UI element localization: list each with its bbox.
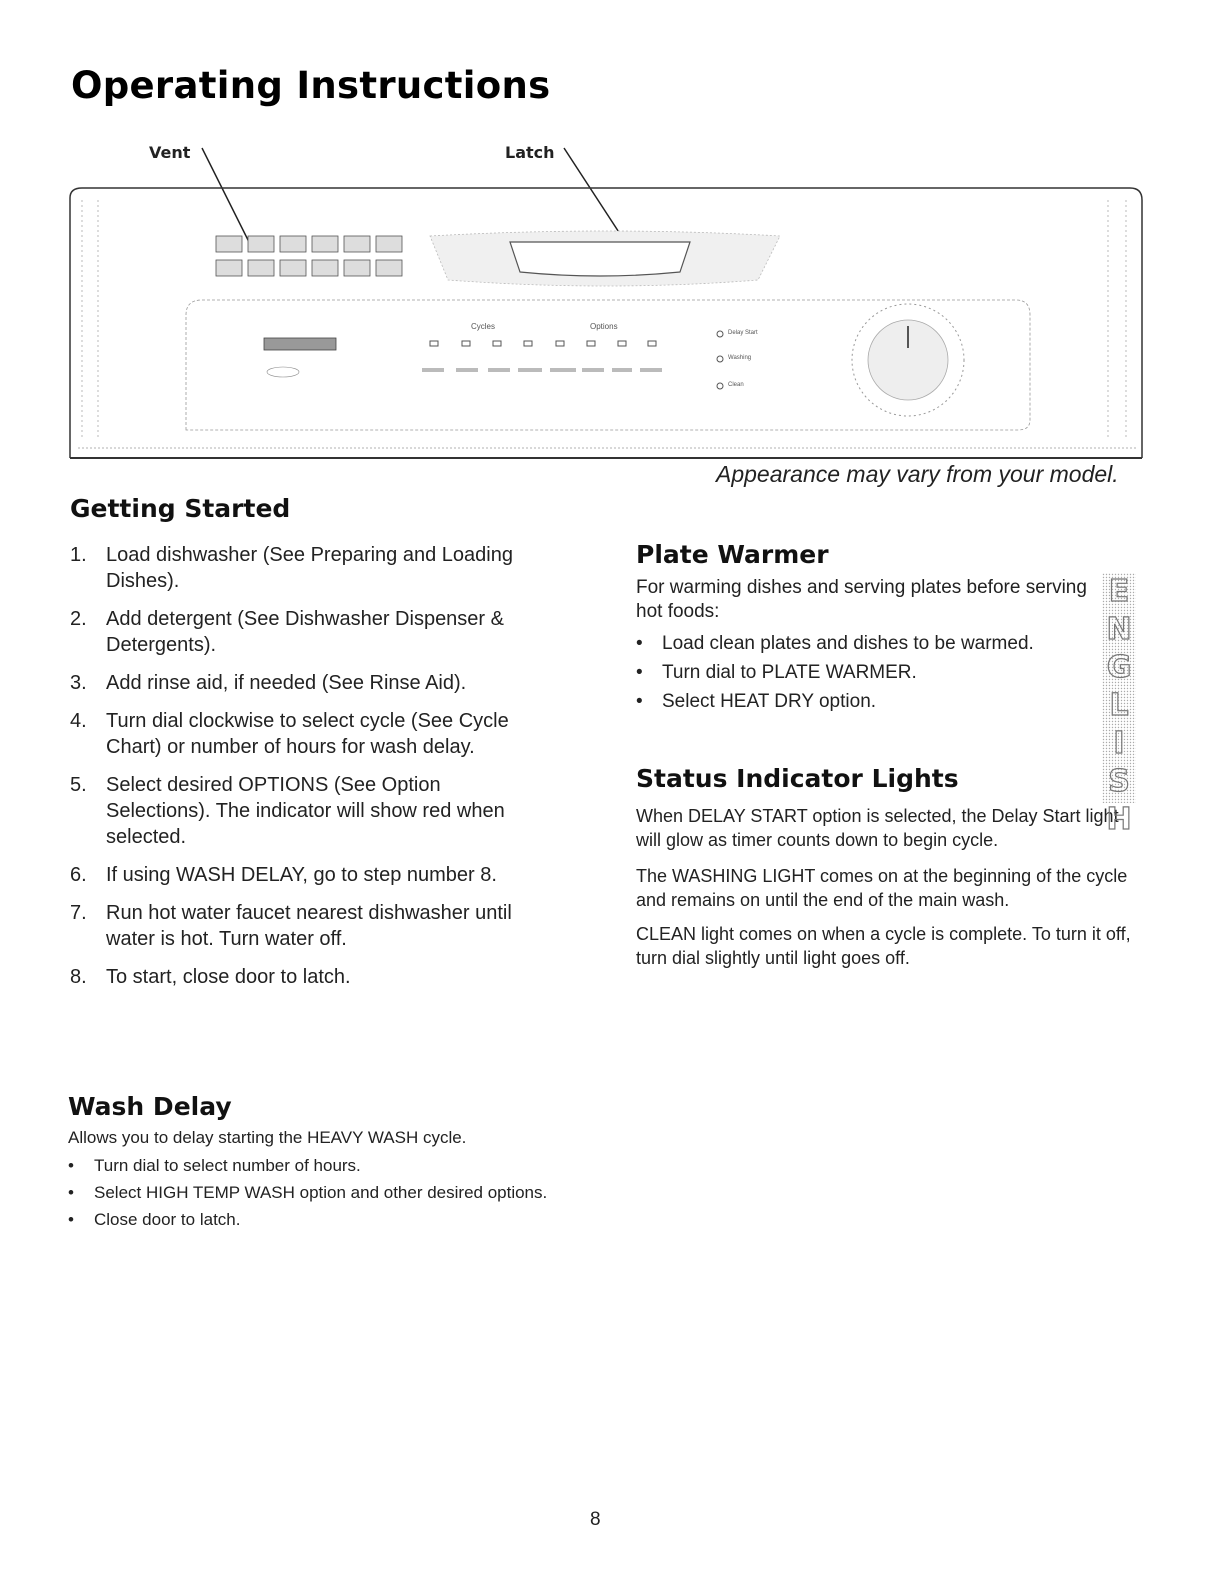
plate-warmer-heading: Plate Warmer [636,540,829,569]
bullet-text: Turn dial to select number of hours. [94,1156,361,1175]
bullet-text: Turn dial to PLATE WARMER. [662,662,917,683]
vent-callout-label: Vent [149,143,191,162]
bullet-text: Load clean plates and dishes to be warmed. [662,633,1034,654]
language-side-tab [1102,573,1136,837]
control-panel-drawing [68,140,1144,465]
list-item [636,658,1106,687]
status-indicator-heading: Status Indicator Lights [636,764,959,793]
list-item [70,964,540,990]
cycle-dial [852,304,964,416]
step-number: 8. [70,966,87,988]
bullet-marker: • [636,633,643,654]
bullet-text: Close door to latch. [94,1210,241,1229]
getting-started-heading: Getting Started [70,494,291,523]
bullet-marker: • [68,1183,74,1202]
list-item [70,606,540,658]
getting-started-steps [70,542,540,1002]
step-number: 2. [70,608,87,630]
plate-warmer-intro: For warming dishes and serving plates before serving hot foods: [636,577,1087,622]
brand-plate [264,338,336,350]
step-text: Run hot water faucet nearest dishwasher until water is hot. Turn water off. [106,902,512,950]
bullet-marker: • [68,1210,74,1229]
side-tab-text [1102,573,1136,839]
wash-delay-intro: Allows you to delay starting the HEAVY WASH cycle. [68,1128,467,1147]
side-tab-letter: I [1113,726,1125,761]
step-number: 4. [70,710,87,732]
options-label: Options [590,322,618,331]
step-text: Add rinse aid, if needed (See Rinse Aid). [106,672,467,694]
step-text: If using WASH DELAY, go to step number 8. [106,864,497,886]
page-title: Operating Instructions [71,64,551,107]
wash-delay-heading: Wash Delay [68,1092,232,1121]
logo-mark [267,367,299,377]
bullet-text: Select HIGH TEMP WASH option and other desired options. [94,1183,548,1202]
option-labels [422,368,662,372]
side-tab-letter: N [1106,612,1132,647]
control-panel-illustration [68,140,1144,465]
bullet-marker: • [636,691,643,712]
step-text: Turn dial clockwise to select cycle (See Cycle Chart) or number of hours for wash delay. [106,710,509,758]
side-tab-letter: S [1108,764,1130,799]
status-paragraph: CLEAN light comes on when a cycle is complete. To turn it off, turn dial slightly until light goes off. [636,924,1131,968]
side-tab-letter: L [1109,688,1129,723]
list-item [70,900,540,952]
delay-start-light-label: Delay Start [728,330,758,336]
option-buttons [430,341,656,346]
page-number: 8 [590,1509,601,1530]
cycles-label: Cycles [471,322,496,331]
step-number: 6. [70,864,87,886]
step-number: 7. [70,902,87,924]
list-item [70,708,540,760]
bullet-marker: • [636,662,643,683]
washing-light-label: Washing [728,355,752,361]
side-tab-letter: E [1108,574,1130,609]
step-text: Add detergent (See Dishwasher Dispenser & Detergents). [106,608,504,656]
side-tab-letter: H [1106,802,1132,837]
clean-light-label: Clean [728,382,744,388]
list-item [70,542,540,594]
list-item [636,629,1106,658]
list-item [70,862,540,888]
step-number: 5. [70,774,87,796]
vent-grille [216,236,402,276]
bullet-text: Select HEAT DRY option. [662,691,877,712]
step-text: Load dishwasher (See Preparing and Loading Dishes). [106,544,513,592]
figure-caption: Appearance may vary from your model. [716,461,1119,487]
wash-delay-list [68,1154,568,1235]
list-item [70,772,540,850]
bullet-marker: • [68,1156,74,1175]
step-number: 3. [70,672,87,694]
list-item [68,1181,568,1204]
status-paragraph: When DELAY START option is selected, the Delay Start light will glow as timer counts down to begin cycle. [636,806,1119,850]
plate-warmer-list [636,629,1106,716]
list-item [70,670,540,696]
step-text: To start, close door to latch. [106,966,351,988]
side-tab-letter: G [1106,650,1132,685]
latch-callout-label: Latch [505,143,555,162]
list-item [68,1208,568,1231]
vent-leader-line [202,148,253,250]
step-text: Select desired OPTIONS (See Option Selections). The indicator will show red when selected. [106,774,505,848]
status-lights [717,331,723,389]
list-item [68,1154,568,1177]
status-paragraph: The WASHING LIGHT comes on at the beginning of the cycle and remains on until the end of the main wash. [636,866,1128,910]
latch-handle [430,231,780,286]
step-number: 1. [70,544,87,566]
list-item [636,687,1106,716]
latch-leader-line [564,148,624,240]
